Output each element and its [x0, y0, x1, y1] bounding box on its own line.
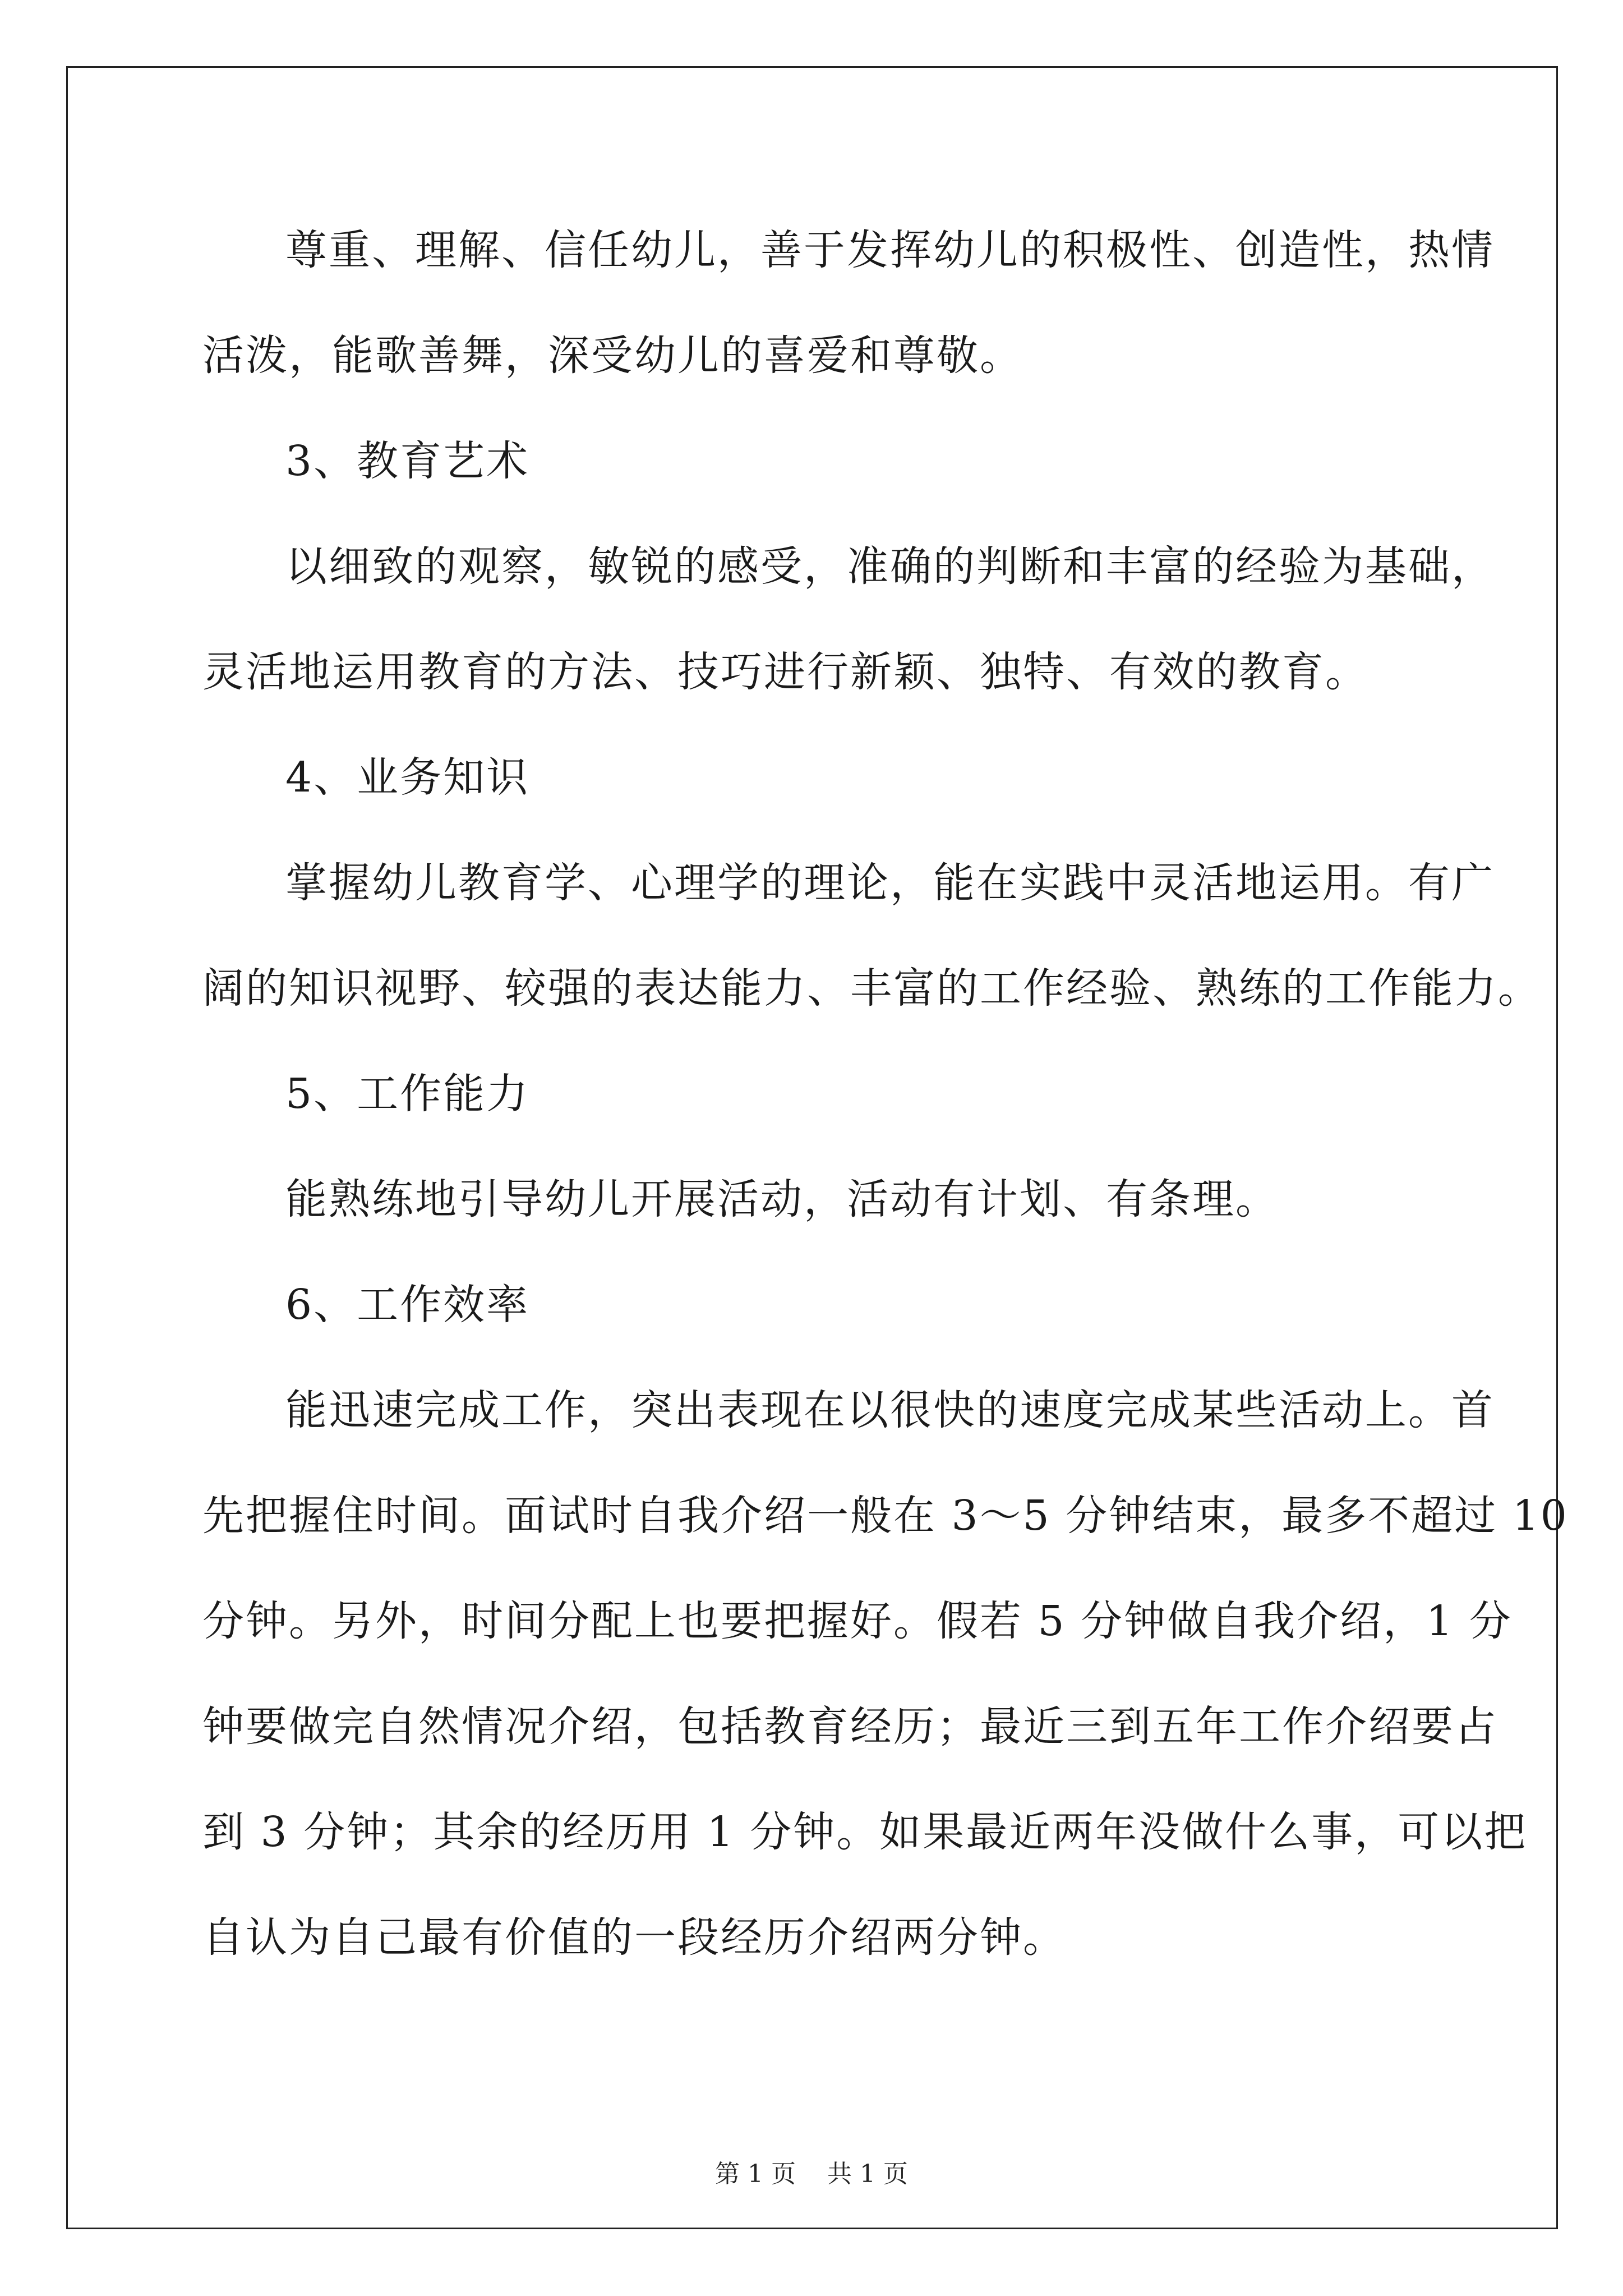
text-line: 阔的知识视野、较强的表达能力、丰富的工作经验、熟练的工作能力。	[202, 964, 1541, 1013]
text-line: 分钟。另外，时间分配上也要把握好。假若 5 分钟做自我介绍，1 分	[202, 1597, 1513, 1645]
page-number-footer: 第 1 页 共 1 页	[715, 2160, 908, 2188]
text-line: 尊重、理解、信任幼儿，善于发挥幼儿的积极性、创造性，热情	[285, 226, 1495, 274]
text-line: 自认为自己最有价值的一段经历介绍两分钟。	[202, 1913, 1066, 1962]
text-line: 钟要做完自然情况介绍，包括教育经历；最近三到五年工作介绍要占	[202, 1703, 1498, 1751]
text-line: 活泼，能歌善舞，深受幼儿的喜爱和尊敬。	[202, 332, 1023, 380]
section-heading: 3、教育艺术	[285, 437, 530, 485]
document-body	[202, 213, 1569, 2006]
text-line: 以细致的观察，敏锐的感受，准确的判断和丰富的经验为基础，	[285, 542, 1495, 591]
section-heading: 6、工作效率	[285, 1281, 530, 1329]
text-line: 能迅速完成工作，突出表现在以很快的速度完成某些活动上。首	[285, 1386, 1495, 1434]
text-line: 灵活地运用教育的方法、技巧进行新颖、独特、有效的教育。	[202, 648, 1368, 696]
section-heading: 5、工作能力	[285, 1070, 530, 1118]
section-heading: 4、业务知识	[285, 753, 530, 802]
text-line: 到 3 分钟；其余的经历用 1 分钟。如果最近两年没做什么事，可以把	[202, 1808, 1528, 1856]
text-line: 先把握住时间。面试时自我介绍一般在 3～5 分钟结束，最多不超过 10	[202, 1492, 1569, 1540]
text-line: 掌握幼儿教育学、心理学的理论，能在实践中灵活地运用。有广	[285, 859, 1495, 907]
text-line: 能熟练地引导幼儿开展活动，活动有计划、有条理。	[285, 1175, 1279, 1223]
